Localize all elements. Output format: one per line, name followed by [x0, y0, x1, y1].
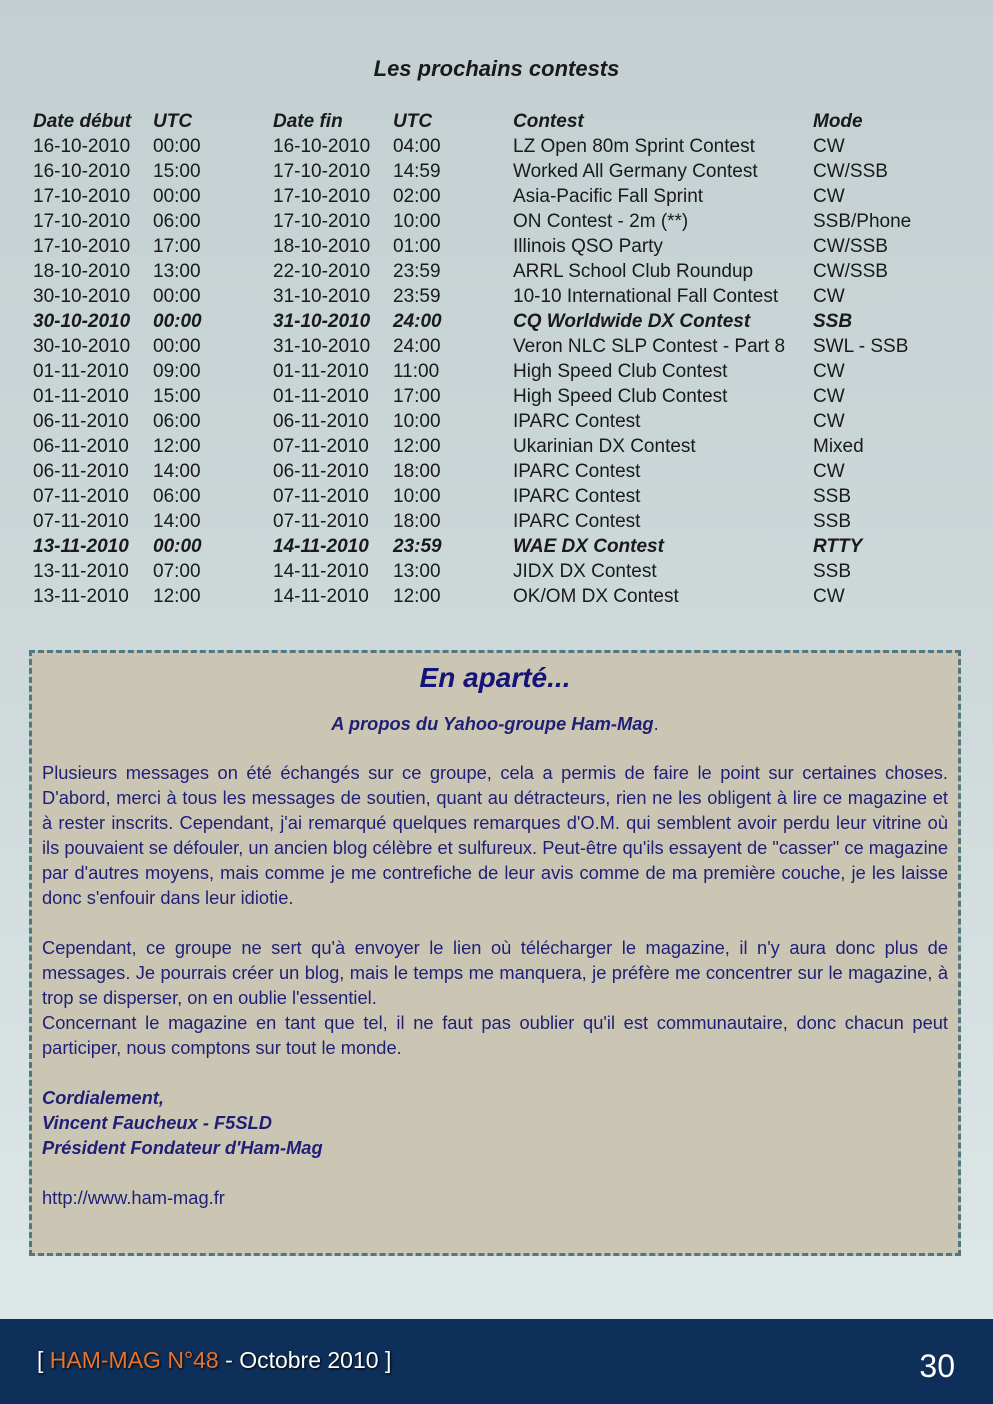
cell-mode: CW: [813, 461, 845, 482]
table-row: [33, 209, 963, 234]
cell-utc-end: 02:00: [393, 186, 441, 207]
cell-mode: Mixed: [813, 436, 864, 457]
header-mode: Mode: [813, 111, 863, 132]
cell-date-fin: 14-11-2010: [273, 536, 369, 557]
table-row: [33, 409, 963, 434]
cell-mode: SSB: [813, 486, 852, 507]
aside-subtitle-text: A propos du Yahoo-groupe Ham-Mag: [331, 713, 654, 734]
table-row: [33, 459, 963, 484]
page-title: Les prochains contests: [373, 56, 620, 81]
cell-utc-start: 07:00: [153, 561, 201, 582]
cell-date-fin: 14-11-2010: [273, 586, 369, 607]
cell-utc-end: 17:00: [393, 386, 441, 407]
table-header: [33, 109, 963, 134]
table-row: [33, 259, 963, 284]
cell-utc-start: 00:00: [153, 536, 202, 557]
cell-date-debut: 07-11-2010: [33, 486, 129, 507]
cell-contest: Veron NLC SLP Contest - Part 8: [513, 336, 786, 357]
cell-utc-start: 13:00: [153, 261, 201, 282]
cell-utc-start: 09:00: [153, 361, 201, 382]
cell-contest: OK/OM DX Contest: [513, 586, 679, 607]
cell-mode: CW: [813, 136, 845, 157]
cell-date-debut: 17-10-2010: [33, 211, 131, 232]
cell-date-fin: 06-11-2010: [273, 461, 369, 482]
website-link[interactable]: http://www.ham-mag.fr: [42, 1187, 225, 1208]
signature-name: Vincent Faucheux - F5SLD: [42, 1112, 272, 1133]
cell-mode: SWL - SSB: [813, 336, 909, 357]
table-row: [33, 234, 963, 259]
page-number: 30: [919, 1348, 955, 1384]
table-row: [33, 359, 963, 384]
cell-mode: SSB: [813, 561, 852, 582]
cell-contest: High Speed Club Contest: [513, 361, 728, 382]
contests-table: [33, 109, 963, 609]
footer-bracket-close: ]: [378, 1347, 392, 1373]
aside-title: En aparté...: [419, 662, 571, 693]
cell-mode: CW: [813, 586, 845, 607]
table-row: [33, 434, 963, 459]
cell-contest: Illinois QSO Party: [513, 236, 663, 257]
cell-date-debut: 06-11-2010: [33, 461, 129, 482]
cell-utc-end: 23:59: [393, 536, 442, 557]
table-row: [33, 534, 963, 559]
footer-magazine-name: HAM-MAG N°48: [49, 1347, 219, 1373]
footer-issue: [37, 1347, 391, 1374]
cell-date-fin: 16-10-2010: [273, 136, 371, 157]
cell-utc-start: 00:00: [153, 136, 201, 157]
cell-mode: SSB: [813, 511, 852, 532]
cell-utc-end: 12:00: [393, 436, 441, 457]
cell-utc-start: 15:00: [153, 386, 201, 407]
header-utc-start: UTC: [153, 111, 193, 132]
aside-paragraph-1: Plusieurs messages on été échangés sur ce groupe, cela a permis de faire le point sur certaines choses. D'abord, merci à tous les messages de soutien, quant au détracteurs, rien ne les obligent à lire ce magazine et à rester inscrits. Cependant, j'ai remarqué quelques remarques d'O.M. qui semblent avoir perdu leur vitrine où ils pouvaient se défouler, un ancien blog célèbre et sulfureux. Peut-être qu'ils essayent de "casser" ce magazine par d'autres moyens, mais comme je me contrefiche de leur avis comme de ma première couche, je les laisse donc s'enfouir dans leur idiotie.: [42, 762, 948, 908]
cell-utc-start: 06:00: [153, 486, 201, 507]
cell-utc-end: 10:00: [393, 411, 441, 432]
table-row: [33, 184, 963, 209]
cell-utc-start: 12:00: [153, 436, 201, 457]
cell-date-debut: 17-10-2010: [33, 186, 131, 207]
aside-body: [32, 735, 958, 1210]
aside-subtitle-end: .: [653, 713, 659, 734]
cell-date-fin: 17-10-2010: [273, 161, 371, 182]
cell-contest: LZ Open 80m Sprint Contest: [513, 136, 755, 157]
cell-date-debut: 06-11-2010: [33, 411, 129, 432]
cell-contest: ON Contest - 2m (**): [513, 211, 689, 232]
cell-contest: IPARC Contest: [513, 511, 641, 532]
cell-mode: CW: [813, 411, 845, 432]
cell-mode: CW: [813, 286, 845, 307]
table-row: [33, 509, 963, 534]
cell-utc-start: 15:00: [153, 161, 201, 182]
cell-mode: CW/SSB: [813, 236, 888, 257]
cell-contest: IPARC Contest: [513, 461, 641, 482]
aside-box: [29, 650, 961, 1256]
footer-separator: -: [218, 1347, 240, 1373]
cell-utc-start: 06:00: [153, 411, 201, 432]
footer-bracket-open: [: [37, 1347, 50, 1373]
cell-utc-end: 23:59: [393, 261, 441, 282]
header-date-debut: Date début: [33, 111, 132, 132]
cell-utc-start: 06:00: [153, 211, 201, 232]
cell-date-fin: 07-11-2010: [273, 436, 369, 457]
cell-mode: CW: [813, 361, 845, 382]
cell-date-fin: 06-11-2010: [273, 411, 369, 432]
table-body: [33, 134, 963, 609]
cell-date-debut: 13-11-2010: [33, 586, 129, 607]
cell-utc-end: 13:00: [393, 561, 441, 582]
cell-date-fin: 01-11-2010: [273, 386, 369, 407]
cell-utc-start: 00:00: [153, 336, 201, 357]
table-row: [33, 334, 963, 359]
cell-date-debut: 06-11-2010: [33, 436, 129, 457]
cell-utc-end: 23:59: [393, 286, 441, 307]
cell-date-debut: 30-10-2010: [33, 311, 131, 332]
cell-date-fin: 07-11-2010: [273, 486, 369, 507]
cell-contest: WAE DX Contest: [513, 536, 664, 557]
aside-paragraph-3: Concernant le magazine en tant que tel, il ne faut pas oublier qu'il est communautaire, donc chacun peut participer, nous comptons sur tout le monde.: [42, 1012, 948, 1058]
cell-date-debut: 18-10-2010: [33, 261, 131, 282]
footer-date: Octobre 2010: [239, 1347, 379, 1373]
cell-date-fin: 07-11-2010: [273, 511, 369, 532]
cell-utc-start: 14:00: [153, 461, 201, 482]
cell-mode: CW/SSB: [813, 161, 888, 182]
table-row: [33, 284, 963, 309]
signature-role: Président Fondateur d'Ham-Mag: [42, 1137, 323, 1158]
cell-date-debut: 30-10-2010: [33, 336, 131, 357]
cell-date-debut: 07-11-2010: [33, 511, 129, 532]
cell-date-fin: 17-10-2010: [273, 211, 371, 232]
cell-date-fin: 22-10-2010: [273, 261, 371, 282]
cell-utc-end: 14:59: [393, 161, 441, 182]
cell-contest: Ukarinian DX Contest: [513, 436, 696, 457]
cell-utc-start: 14:00: [153, 511, 201, 532]
page-footer: [0, 1319, 993, 1404]
cell-utc-end: 18:00: [393, 461, 441, 482]
cell-utc-end: 24:00: [393, 336, 441, 357]
aside-paragraph-2: Cependant, ce groupe ne sert qu'à envoyer le lien où télécharger le magazine, il n'y aura donc plus de messages. Je pourrais créer un blog, mais le temps me manquera, je préfère me concentrer sur le magazine, à trop se disperser, on en oublie l'essentiel.: [42, 937, 948, 1008]
cell-date-fin: 14-11-2010: [273, 561, 369, 582]
cell-utc-end: 04:00: [393, 136, 441, 157]
cell-date-fin: 31-10-2010: [273, 336, 371, 357]
table-row: [33, 384, 963, 409]
cell-contest: Worked All Germany Contest: [513, 161, 758, 182]
cell-date-debut: 17-10-2010: [33, 236, 131, 257]
cell-date-fin: 31-10-2010: [273, 311, 371, 332]
cell-date-debut: 01-11-2010: [33, 361, 129, 382]
cell-mode: CW: [813, 386, 845, 407]
cell-date-debut: 13-11-2010: [33, 561, 129, 582]
table-row: [33, 309, 963, 334]
cell-contest: ARRL School Club Roundup: [513, 261, 754, 282]
cell-utc-start: 12:00: [153, 586, 201, 607]
cell-mode: CW/SSB: [813, 261, 888, 282]
cell-date-debut: 16-10-2010: [33, 161, 131, 182]
table-row: [33, 584, 963, 609]
cell-contest: IPARC Contest: [513, 411, 641, 432]
cell-contest: High Speed Club Contest: [513, 386, 728, 407]
cell-mode: CW: [813, 186, 845, 207]
cell-contest: Asia-Pacific Fall Sprint: [513, 186, 704, 207]
cell-contest: 10-10 International Fall Contest: [513, 286, 779, 307]
cell-date-debut: 16-10-2010: [33, 136, 131, 157]
cell-mode: SSB: [813, 311, 853, 332]
header-utc-end: UTC: [393, 111, 433, 132]
cell-date-debut: 13-11-2010: [33, 536, 129, 557]
cell-utc-end: 24:00: [393, 311, 442, 332]
table-row: [33, 559, 963, 584]
cell-contest: CQ Worldwide DX Contest: [513, 311, 751, 332]
cell-utc-end: 11:00: [393, 361, 440, 382]
cell-date-debut: 30-10-2010: [33, 286, 131, 307]
cell-date-fin: 01-11-2010: [273, 361, 369, 382]
cell-utc-end: 10:00: [393, 211, 441, 232]
cell-date-fin: 18-10-2010: [273, 236, 371, 257]
table-row: [33, 134, 963, 159]
cell-date-fin: 31-10-2010: [273, 286, 371, 307]
cell-utc-start: 00:00: [153, 186, 201, 207]
cell-utc-end: 01:00: [393, 236, 441, 257]
cell-mode: RTTY: [813, 536, 863, 557]
cell-utc-end: 10:00: [393, 486, 441, 507]
cell-utc-end: 12:00: [393, 586, 441, 607]
cell-utc-start: 00:00: [153, 286, 201, 307]
cell-date-fin: 17-10-2010: [273, 186, 371, 207]
header-date-fin: Date fin: [273, 111, 343, 132]
cell-mode: SSB/Phone: [813, 211, 912, 232]
aside-subtitle: [32, 713, 958, 735]
cell-contest: JIDX DX Contest: [513, 561, 657, 582]
table-row: [33, 484, 963, 509]
cell-utc-end: 18:00: [393, 511, 441, 532]
signature-greeting: Cordialement,: [42, 1087, 164, 1108]
cell-utc-start: 00:00: [153, 311, 202, 332]
table-row: [33, 159, 963, 184]
header-contest: Contest: [513, 111, 584, 132]
cell-contest: IPARC Contest: [513, 486, 641, 507]
cell-date-debut: 01-11-2010: [33, 386, 129, 407]
cell-utc-start: 17:00: [153, 236, 201, 257]
